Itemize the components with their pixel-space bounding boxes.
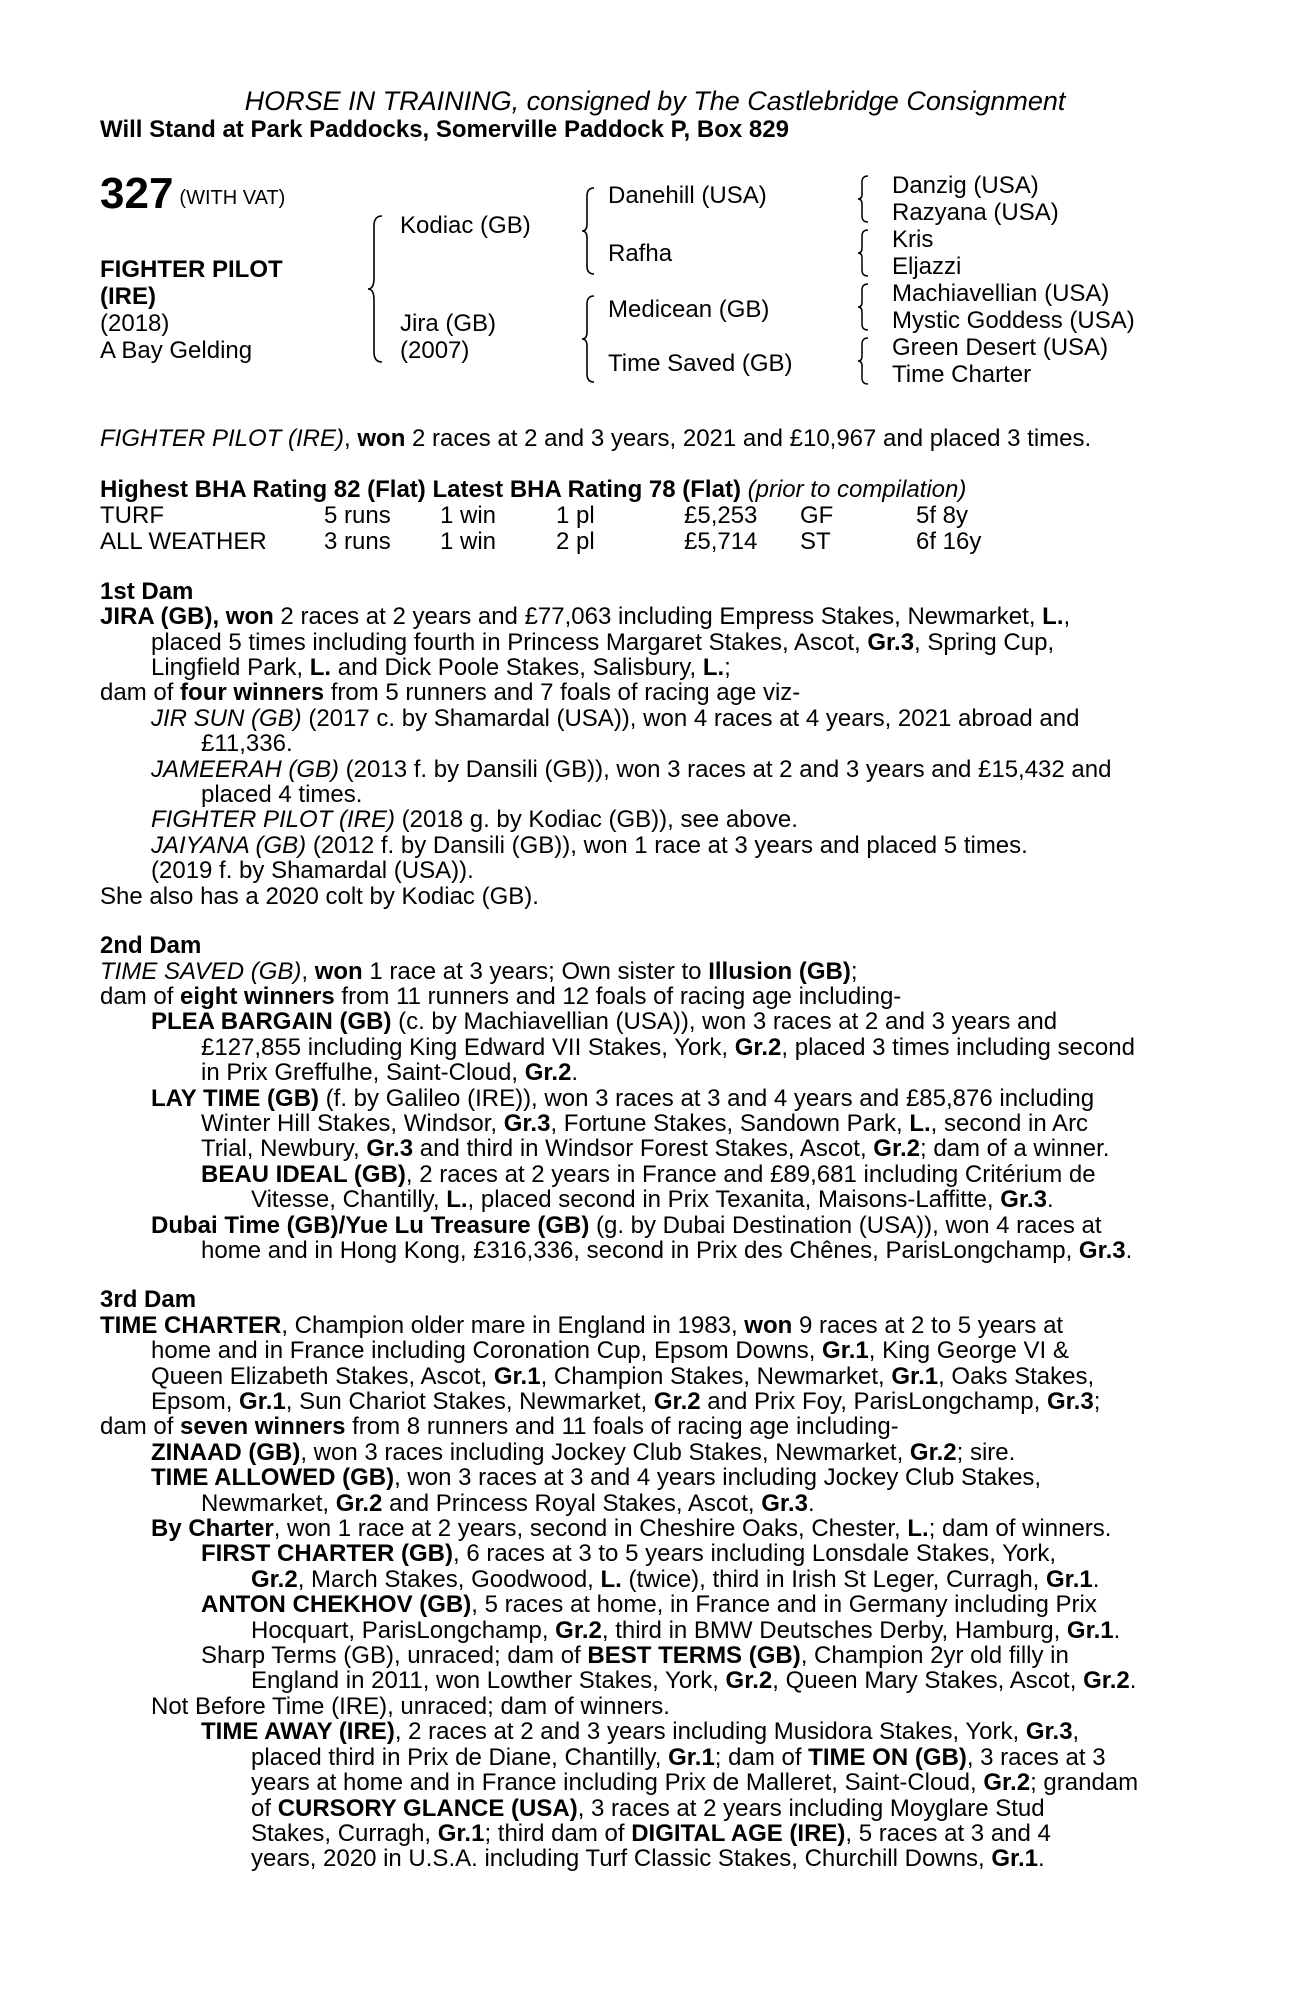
offspring-entry: Newmarket, Gr.2 and Princess Royal Stakes, Ascot, Gr.3.	[201, 1489, 815, 1517]
grand-offspring-entry: of CURSORY GLANCE (USA), 3 races at 2 years including Moyglare Stud	[251, 1794, 1045, 1822]
sire: Kodiac (GB)	[400, 212, 531, 239]
grand-offspring-entry: Hocquart, ParisLongchamp, Gr.2, third in BMW Deutsches Derby, Hamburg, Gr.1.	[251, 1616, 1121, 1644]
offspring-entry: placed 4 times.	[201, 781, 363, 809]
brace-ggs-1	[856, 174, 872, 224]
dam-line-brace	[580, 294, 598, 384]
great-grandsire-1: Danzig (USA)	[892, 172, 1039, 199]
offspring-entry: Winter Hill Stakes, Windsor, Gr.3, Fortune Stakes, Sandown Park, L., second in Arc	[201, 1109, 1089, 1137]
grand-offspring-entry: placed third in Prix de Diane, Chantilly, Gr.1; dam of TIME ON (GB), 3 races at 3	[251, 1743, 1106, 1771]
offspring-entry: (2019 f. by Shamardal (USA)).	[151, 857, 474, 885]
offspring-entry: in Prix Greffulhe, Saint-Cloud, Gr.2.	[201, 1059, 579, 1087]
grand-offspring-entry: years, 2020 in U.S.A. including Turf Classic Stakes, Churchill Downs, Gr.1.	[251, 1845, 1045, 1873]
stat-surface: TURF	[100, 501, 164, 529]
dam-line: dam of seven winners from 8 runners and 11 foals of racing age including-	[100, 1413, 899, 1441]
dam-line: She also has a 2020 colt by Kodiac (GB).	[100, 882, 539, 910]
dam-line: Epsom, Gr.1, Sun Chariot Stakes, Newmarket, Gr.2 and Prix Foy, ParisLongchamp, Gr.3;	[151, 1388, 1101, 1415]
dam-line: placed 5 times including fourth in Princess Margaret Stakes, Ascot, Gr.3, Spring Cup,	[151, 628, 1055, 656]
stat-distance: 5f 8y	[916, 501, 969, 529]
great-grandsire-4: Green Desert (USA)	[892, 334, 1109, 361]
offspring-entry: Trial, Newbury, Gr.3 and third in Windsor Forest Stakes, Ascot, Gr.2; dam of a winner.	[201, 1135, 1110, 1163]
grand-offspring-entry: TIME AWAY (IRE), 2 races at 2 and 3 years including Musidora Stakes, York, Gr.3,	[201, 1718, 1080, 1746]
bha-rating: Highest BHA Rating 82 (Flat) Latest BHA Rating 78 (Flat) (prior to compilation)	[100, 476, 967, 504]
offspring-entry: TIME ALLOWED (GB), won 3 races at 3 and 4 years including Jockey Club Stakes,	[151, 1464, 1042, 1492]
grandsire-1: Danehill (USA)	[608, 182, 767, 209]
lot-number: 327 (WITH VAT)	[100, 169, 286, 218]
stat-placed: 1 pl	[556, 501, 595, 529]
brace-ggs-3	[856, 282, 872, 332]
offspring-entry: By Charter, won 1 race at 2 years, second in Cheshire Oaks, Chester, L.; dam of winners.	[151, 1515, 1112, 1543]
grand-offspring-entry: Vitesse, Chantilly, L., placed second in Prix Texanita, Maisons-Laffitte, Gr.3.	[251, 1186, 1054, 1214]
stat-prize: £5,714	[684, 527, 758, 555]
sire-dam-brace	[366, 214, 386, 364]
race-record-table	[100, 503, 1210, 555]
great-granddam-1: Razyana (USA)	[892, 199, 1059, 226]
granddam-2: Time Saved (GB)	[608, 350, 793, 377]
sire-line-brace	[580, 186, 598, 276]
grand-offspring-entry: Stakes, Curragh, Gr.1; third dam of DIGITAL AGE (IRE), 5 races at 3 and 4	[251, 1819, 1051, 1847]
offspring-entry: £127,855 including King Edward VII Stakes, York, Gr.2, placed 3 times including second	[201, 1033, 1135, 1061]
great-granddam-3: Mystic Goddess (USA)	[892, 307, 1135, 334]
stat-wins: 1 win	[440, 527, 497, 555]
dam-line: home and in France including Coronation Cup, Epsom Downs, Gr.1, King George VI &	[151, 1337, 1069, 1365]
great-granddam-4: Time Charter	[892, 361, 1032, 388]
brace-ggs-4	[856, 336, 872, 386]
dam-line: JIRA (GB), won 2 races at 2 years and £77,063 including Empress Stakes, Newmarket, L.,	[100, 603, 1071, 631]
dam: Jira (GB)	[400, 310, 496, 337]
stat-placed: 2 pl	[556, 527, 595, 555]
offspring-entry: Dubai Time (GB)/Yue Lu Treasure (GB) (g. by Dubai Destination (USA)), won 4 races at	[151, 1211, 1102, 1239]
stat-runs: 5 runs	[324, 501, 391, 529]
stat-going: ST	[800, 527, 831, 555]
offspring-entry: PLEA BARGAIN (GB) (c. by Machiavellian (USA)), won 3 races at 2 and 3 years and	[151, 1008, 1058, 1036]
offspring-entry: JAIYANA (GB) (2012 f. by Dansili (GB)), won 1 race at 3 years and placed 5 times.	[151, 831, 1028, 859]
section-heading: 3rd Dam	[100, 1286, 197, 1314]
granddam-1: Rafha	[608, 240, 673, 267]
catalogue-page	[100, 86, 1210, 1872]
stat-distance: 6f 16y	[916, 527, 982, 555]
dam-year: (2007)	[400, 337, 470, 364]
grand-offspring-entry: Gr.2, March Stakes, Goodwood, L. (twice), third in Irish St Leger, Curragh, Gr.1.	[251, 1565, 1100, 1593]
grand-offspring-entry: England in 2011, won Lowther Stakes, York, Gr.2, Queen Mary Stakes, Ascot, Gr.2.	[251, 1667, 1137, 1695]
great-grandsire-3: Machiavellian (USA)	[892, 280, 1110, 307]
grand-offspring-entry: Sharp Terms (GB), unraced; dam of BEST TERMS (GB), Champion 2yr old filly in	[201, 1642, 1069, 1670]
grand-offspring-entry: FIRST CHARTER (GB), 6 races at 3 to 5 years including Lonsdale Stakes, York,	[201, 1540, 1057, 1568]
horse-description: A Bay Gelding	[100, 337, 253, 364]
offspring-entry: JAMEERAH (GB) (2013 f. by Dansili (GB)), won 3 races at 2 and 3 years and £15,432 and	[151, 755, 1112, 783]
dam-line: Lingfield Park, L. and Dick Poole Stakes, Salisbury, L.;	[151, 654, 731, 682]
offspring-entry: £11,336.	[201, 730, 293, 758]
first-dam-section	[100, 579, 1210, 909]
race-summary: FIGHTER PILOT (IRE), won 2 races at 2 and 3 years, 2021 and £10,967 and placed 3 times.	[100, 425, 1092, 452]
stat-runs: 3 runs	[324, 527, 391, 555]
horse-suffix: (IRE)	[100, 283, 156, 310]
stat-going: GF	[800, 501, 834, 529]
foaling-year: (2018)	[100, 310, 170, 337]
dam-line: Queen Elizabeth Stakes, Ascot, Gr.1, Champion Stakes, Newmarket, Gr.1, Oaks Stakes,	[151, 1362, 1095, 1390]
dam-line: dam of four winners from 5 runners and 7 foals of racing age viz-	[100, 679, 801, 707]
offspring-entry: home and in Hong Kong, £316,336, second in Prix des Chênes, ParisLongchamp, Gr.3.	[201, 1236, 1133, 1264]
offspring-entry: FIGHTER PILOT (IRE) (2018 g. by Kodiac (GB)), see above.	[151, 806, 798, 834]
brace-ggs-2	[856, 228, 872, 278]
third-dam-section	[100, 1287, 1210, 1871]
offspring-entry: ZINAAD (GB), won 3 races including Jockey Club Stakes, Newmarket, Gr.2; sire.	[151, 1438, 1016, 1466]
offspring-entry: JIR SUN (GB) (2017 c. by Shamardal (USA)), won 4 races at 4 years, 2021 abroad and	[151, 704, 1080, 732]
offspring-entry: LAY TIME (GB) (f. by Galileo (IRE)), won 3 races at 3 and 4 years and £85,876 including	[151, 1084, 1095, 1112]
stat-wins: 1 win	[440, 501, 497, 529]
great-grandsire-2: Kris	[892, 226, 934, 253]
vat-note: (WITH VAT)	[179, 187, 286, 209]
grand-offspring-entry: years at home and in France including Prix de Malleret, Saint-Cloud, Gr.2; grandam	[251, 1769, 1139, 1797]
dam-line: dam of eight winners from 11 runners and 12 foals of racing age including-	[100, 982, 902, 1010]
great-granddam-2: Eljazzi	[892, 253, 962, 280]
grand-offspring-entry: ANTON CHEKHOV (GB), 5 races at home, in France and in Germany including Prix	[201, 1591, 1097, 1619]
stat-surface: ALL WEATHER	[100, 527, 267, 555]
second-dam-section	[100, 933, 1210, 1263]
stat-prize: £5,253	[684, 501, 758, 529]
grand-offspring-entry: BEAU IDEAL (GB), 2 races at 2 years in France and £89,681 including Critérium de	[201, 1160, 1096, 1188]
offspring-entry: Not Before Time (IRE), unraced; dam of winners.	[151, 1692, 670, 1720]
horse-name: FIGHTER PILOT	[100, 256, 283, 283]
section-heading: 1st Dam	[100, 577, 194, 605]
grandsire-2: Medicean (GB)	[608, 296, 770, 323]
dam-line: TIME CHARTER, Champion older mare in England in 1983, won 9 races at 2 to 5 years at	[100, 1311, 1064, 1339]
section-heading: 2nd Dam	[100, 932, 202, 960]
stand-location-line: Will Stand at Park Paddocks, Somerville Paddock P, Box 829	[100, 116, 789, 143]
pedigree-block	[100, 169, 1210, 412]
consignor-line: HORSE IN TRAINING, consigned by The Castlebridge Consignment	[244, 86, 1066, 116]
dam-line: TIME SAVED (GB), won 1 race at 3 years; Own sister to Illusion (GB);	[100, 957, 858, 985]
